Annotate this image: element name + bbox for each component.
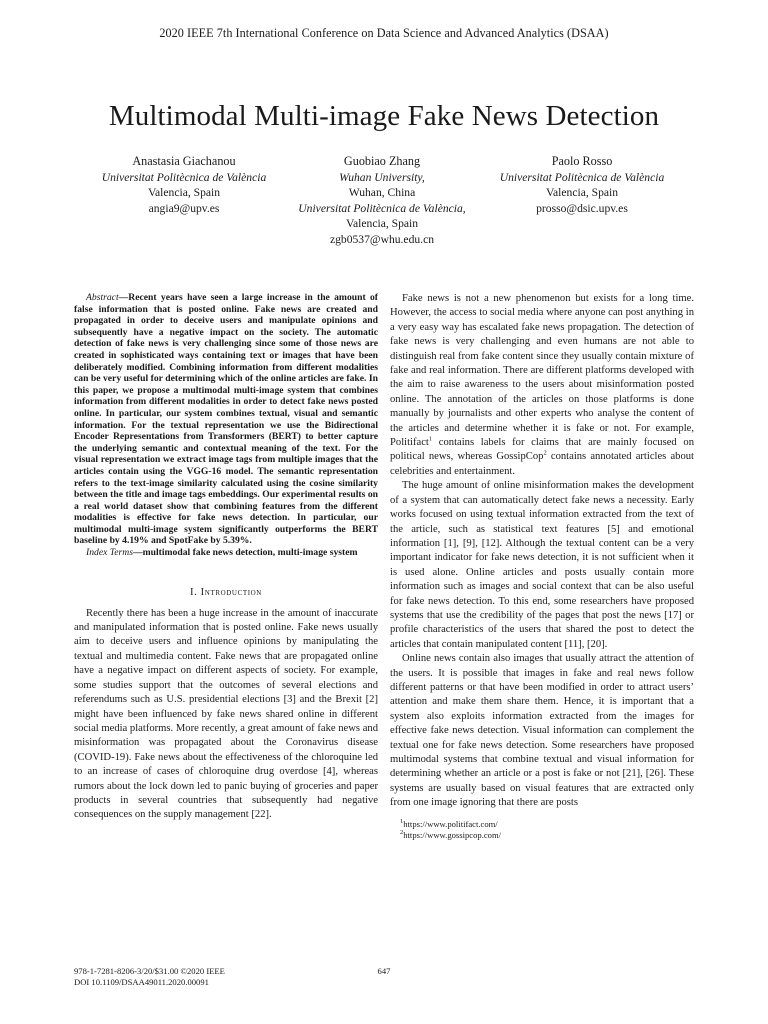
footnote-1: [390, 819, 694, 830]
author-name: Anastasia Giachanou: [132, 154, 236, 168]
author-affiliation: Universitat Politècnica de València: [499, 170, 665, 184]
isbn-line: 978-1-7281-8206-3/20/$31.00 ©2020 IEEE: [74, 966, 225, 976]
footnote-url: https://www.gossipcop.com/: [403, 829, 502, 840]
abstract-text: —Recent years have seen a large increase in the amount of false information that is posted online. Fake news are created and propagated in order to deceive users and manipulate opinions and subsequently have a negative impact on the society. The automatic detection of fake news is very challenging since some of those news are created in sophisticated ways containing text or images that have been deliberately modified. Combining information from different modalities can be very useful for determining which of the online articles are fake. In this paper, we propose a multimodal multi-image system that combines information from different modalities in order to detect fake news posted online. In particular, our system combines textual, visual and semantic information. For the textual representation we use the Bidirectional Encoder Representations from Transformers (BERT) to better capture the underlying semantic and contextual meaning of the text. For the visual representation we extract image tags from multiple images that the articles contain using the VGG-16 model. The semantic representation refers to the text-image similarity calculated using the cosine similarity between the title and image tags embeddings. Our experimental results on a real world dataset show that combining features from the different modalities is effective for fake news detection. In particular, our multimodal multi-image system significantly outperforms the BERT baseline by 4.19% and SpotFake by 5.39%.: [74, 292, 378, 547]
right-column: [390, 292, 694, 841]
section-heading-introduction: [74, 587, 378, 598]
intro-paragraph-3: The huge amount of online misinformation makes the development of a system that can automatically detect fake news a necessity. Early works focused on using textual information extracted from the text of the article, such as statistical text features [5] and emotional information [1], [9], [12]. Although the textual content can be a very important indicator for fake news detection, it is not sufficient when it is used alone. Online articles and posts usually contain more information such as images and social context that can be also useful for fake news detection. To this end, some researchers have proposed systems that use the credibility of the pages that post the news [17] or profile characteristics of the users that shared the post to detect the articles that contain manipulated content [11], [20].: [390, 480, 694, 650]
author-location: Valencia, Spain: [545, 186, 619, 200]
intro-paragraph-1: Recently there has been a huge increase in the amount of inaccurate and manipulated information that is posted online. Fake news usually aim to deceive users and influence opinions by manipulating the textual and multimedia content. Fake news that are propagated online have a negative impact on different aspects of society. For example, some studies support that the outcomes of several elections and referendums such as U.S. presidential elections [3] and the Brexit [2] might have been influenced by fake news shared online in different social media platforms. More recently, a great amount of fake news and misinformation was propagated about the Coronavirus disease (COVID-19). Fake news about the effectiveness of the chloroquine led to an increase of cases of chloroquine drug overdose [4], whereas rumors about the lock down led to panic buying of groceries and paper products in several countries that subsequently had negative consequences on the supply management [22].: [74, 607, 378, 821]
abstract: [74, 292, 378, 547]
author-block-zhang: [272, 154, 492, 248]
author-email: angia9@upv.es: [148, 201, 220, 215]
author-affiliation: Wuhan University,: [339, 170, 425, 184]
author-affiliation-2: Universitat Politècnica de València,: [298, 201, 466, 215]
footnote-mark: 1: [400, 817, 404, 825]
author-location: Valencia, Spain: [147, 186, 221, 200]
section-number: I.: [190, 586, 198, 598]
author-email: zgb0537@whu.edu.cn: [329, 232, 435, 246]
author-block-rosso: [472, 154, 692, 216]
left-column: [74, 292, 378, 823]
paper-title: Multimodal Multi-image Fake News Detection: [108, 100, 660, 132]
conference-header: 2020 IEEE 7th International Conference on Data Science and Advanced Analytics (DSAA): [159, 26, 609, 40]
para-text: contains annotated articles about celebrities and entertainment.: [390, 451, 694, 477]
doi-line: DOI 10.1109/DSAA49011.2020.00091: [74, 976, 209, 987]
author-name: Guobiao Zhang: [343, 154, 421, 168]
section-title: Introduction: [200, 586, 262, 598]
author-name: Paolo Rosso: [551, 154, 613, 168]
index-terms-label: Index Terms: [86, 547, 133, 559]
author-location: Wuhan, China: [348, 186, 416, 200]
footnotes: [390, 819, 694, 841]
footnote-ref: 2: [543, 449, 547, 457]
page-number: 647: [377, 966, 391, 976]
para-text: Fake news is not a new phenomenon but exists for a long time. However, the access to social media where anyone can post anything in a very easy way has escalated fake news propagation. The detection of fake news is very challenging and even humans are not able to distinguish real from fake content since they usually contain mixture of fake and real information. There are different platforms developed with the aim to raise awareness to the users about misinformation posted online. The annotation of the articles on those platforms is done manually by journalists and other experts who analyse the content of the articles and determine whether it is fake or not. For example, Politifact: [390, 293, 694, 449]
author-block-giachanou: [74, 154, 294, 216]
abstract-label: Abstract: [86, 292, 119, 303]
para-text: contains labels for claims that are mainly focused on political news, whereas GossipCop: [390, 437, 694, 463]
author-email: prosso@dsic.upv.es: [536, 201, 628, 215]
footnote-ref: 1: [428, 435, 433, 443]
intro-paragraph-2: [390, 292, 694, 479]
index-terms-text: —multimodal fake news detection, multi-image system: [132, 547, 358, 559]
footnote-mark: 2: [400, 828, 404, 836]
footnote-url: https://www.politifact.com/: [403, 818, 498, 829]
author-affiliation: Universitat Politècnica de València: [101, 170, 267, 184]
footnote-2: [390, 830, 694, 841]
intro-paragraph-4: Online news contain also images that usually attract the attention of the users. It is possible that images in fake and real news follow different patterns or that have been modified in order to attract users’ attention and make them share them. Hence, it is important that a system also exploits information extracted from the images for effective fake news detection. Visual information can complement the textual one for fake news detection. Some researchers have proposed multimodal systems that combine textual and visual information for determining whether an article or a post is fake or not [21], [26]. These systems are usually based on visual features that are extracted only from one image ignoring that there are posts: [390, 653, 694, 809]
index-terms: [74, 547, 378, 559]
author-location-2: Valencia, Spain: [345, 217, 419, 231]
